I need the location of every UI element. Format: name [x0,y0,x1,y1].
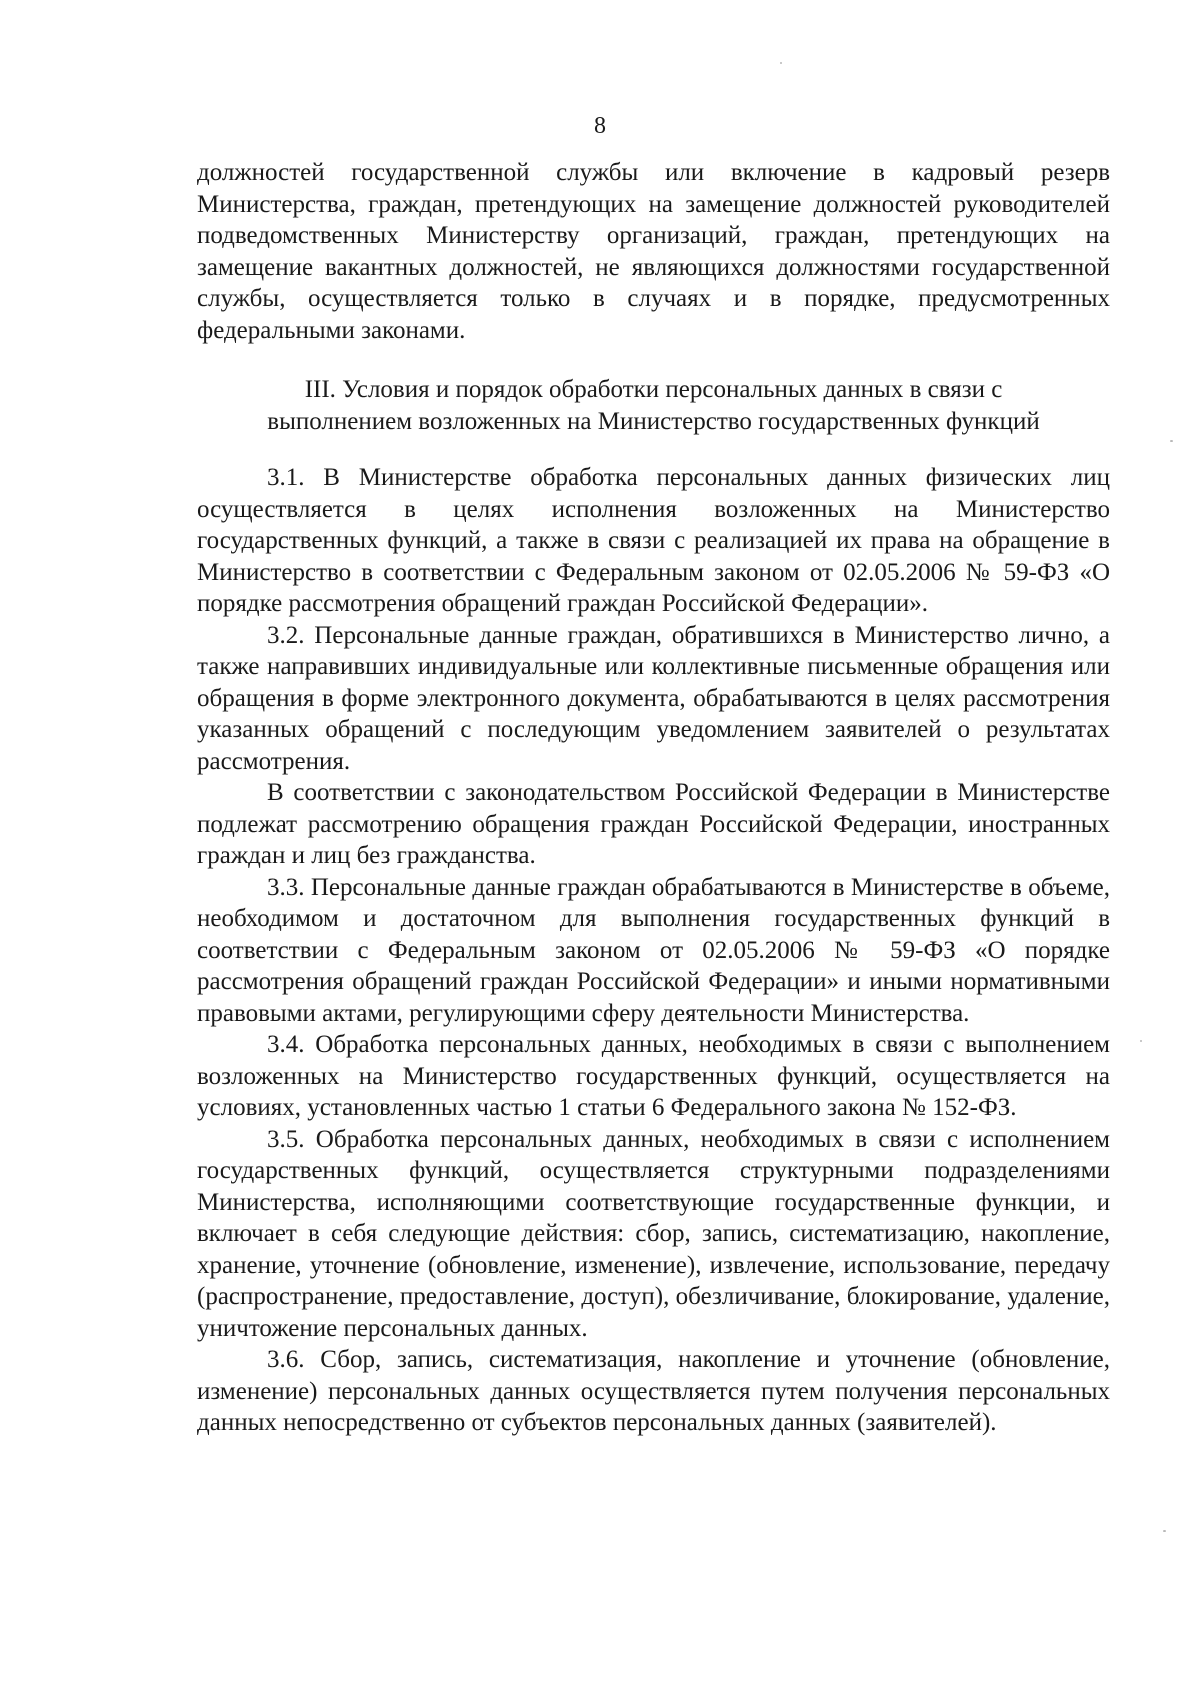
scan-speck [1163,1530,1166,1532]
document-body [197,157,1110,1439]
paragraph-3-6: 3.6. Сбор, запись, систематизация, накопление и уточнение (обновление, изменение) персональных данных осуществляется путем получения персональных данных непосредственно от субъектов персональных данных (заявителей). [197,1346,1110,1436]
section-title-line-1: III. Условия и порядок обработки персональных данных в связи с [304,376,1003,403]
paragraph-3-1: 3.1. В Министерстве обработка персональных данных физических лиц осуществляется в целях исполнения возложенных на Министерство государственных функций, а также в связи с реализацией их права на обращение в Министерство в соответствии с Федеральным законом от 02.05.2006 № 59-ФЗ «О порядке рассмотрения обращений граждан Российской Федерации». [197,464,1110,617]
section-title [197,374,1110,438]
paragraph-3-2-continued: В соответствии с законодательством Российской Федерации в Министерстве подлежат рассмотрению обращения граждан Российской Федерации, иностранных граждан и лиц без гражданства. [197,779,1110,869]
paragraph-3-3: 3.3. Персональные данные граждан обрабатываются в Министерстве в объеме, необходимом и достаточном для выполнения государственных функций в соответствии с Федеральным законом от 02.05.2006 № 59-ФЗ «О порядке рассмотрения обращений граждан Российской Федерации» и иными нормативными правовыми актами, регулирующими сферу деятельности Министерства. [197,873,1110,1027]
paragraph-3-5: 3.5. Обработка персональных данных, необходимых в связи с исполнением государственных функций, осуществляется структурными подразделениями Министерства, исполняющими соответствующие государственные функции, и включает в себя следующие действия: сбор, запись, систематизацию, накопление, хранение, уточнение (обновление, изменение), извлечение, использование, передачу (распространение, предоставление, доступ), обезличивание, блокирование, удаление, уничтожение персональных данных. [197,1125,1110,1342]
scan-speck [1140,1040,1142,1042]
section-title-line-2: выполнением возложенных на Министерство государственных функций [267,408,1040,435]
page-number: 8 [594,113,606,139]
paragraph-3-2: 3.2. Персональные данные граждан, обратившихся в Министерство лично, а также направивших индивидуальные или коллективные письменные обращения или обращения в форме электронного документа, обрабатываются в целях рассмотрения указанных обращений с последующим уведомлением заявителей о результатах рассмотрения. [197,621,1110,775]
paragraph-3-4: 3.4. Обработка персональных данных, необходимых в связи с выполнением возложенных на Министерство государственных функций, осуществляется на условиях, установленных частью 1 статьи 6 Федерального закона № 152-ФЗ. [197,1031,1110,1121]
paragraph-intro: должностей государственной службы или включение в кадровый резерв Министерства, граждан, претендующих на замещение должностей руководителей подведомственных Министерству организаций, граждан, претендующих на замещение вакантных должностей, не являющихся должностями государственной службы, осуществляется только в случаях и в порядке, предусмотренных федеральными законами. [197,159,1110,344]
scan-speck [780,62,782,64]
scan-speck [1170,440,1173,442]
